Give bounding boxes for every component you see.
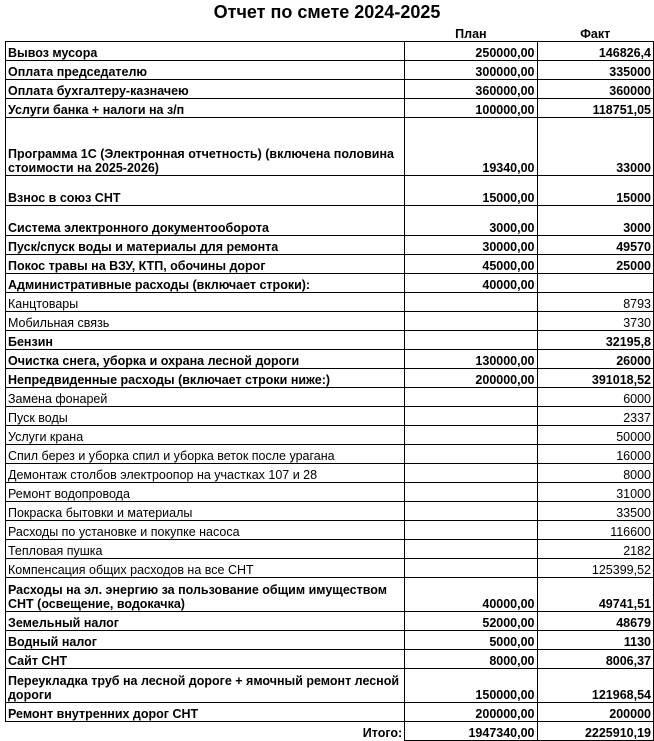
header-item	[6, 25, 405, 41]
fact-cell: 2337	[537, 406, 653, 425]
item-name-cell: Пуск/спуск воды и материалы для ремонта	[6, 235, 405, 254]
table-row	[6, 117, 654, 175]
plan-cell: 130000,00	[405, 349, 537, 368]
table-row	[6, 60, 654, 79]
header-plan: План	[405, 25, 537, 41]
fact-cell: 26000	[537, 349, 653, 368]
table-row	[6, 539, 654, 558]
item-name-cell: Оплата бухгалтеру-казначею	[6, 79, 405, 98]
item-name-cell: Непредвиденные расходы (включает строки ниже:)	[6, 368, 405, 387]
fact-cell: 360000	[537, 79, 653, 98]
plan-cell	[405, 520, 537, 539]
item-name-cell: Ремонт водопровода	[6, 482, 405, 501]
table-row	[6, 577, 654, 611]
item-name-cell: Административные расходы (включает строки):	[6, 273, 405, 292]
table-row	[6, 558, 654, 577]
item-name-cell: Покос травы на ВЗУ, КТП, обочины дорог	[6, 254, 405, 273]
plan-cell: 100000,00	[405, 98, 537, 117]
item-name-cell: Бензин	[6, 330, 405, 349]
table-row	[6, 482, 654, 501]
fact-cell: 50000	[537, 425, 653, 444]
item-name-cell: Водный налог	[6, 630, 405, 649]
plan-cell	[405, 463, 537, 482]
plan-cell: 19340,00	[405, 117, 537, 175]
table-row	[6, 368, 654, 387]
fact-cell: 1130	[537, 630, 653, 649]
table-row	[6, 668, 654, 702]
fact-cell: 3000	[537, 205, 653, 235]
header-fact: Факт	[537, 25, 653, 41]
fact-cell: 15000	[537, 175, 653, 205]
item-name-cell: Сайт СНТ	[6, 649, 405, 668]
item-name-cell: Земельный налог	[6, 611, 405, 630]
plan-cell: 15000,00	[405, 175, 537, 205]
fact-cell: 335000	[537, 60, 653, 79]
fact-cell: 8006,37	[537, 649, 653, 668]
item-name-cell: Замена фонарей	[6, 387, 405, 406]
table-row	[6, 649, 654, 668]
item-name-cell: Вывоз мусора	[6, 41, 405, 60]
fact-cell: 146826,4	[537, 41, 653, 60]
table-row	[6, 702, 654, 721]
table-row	[6, 501, 654, 520]
fact-cell: 32195,8	[537, 330, 653, 349]
plan-cell: 40000,00	[405, 273, 537, 292]
plan-cell: 3000,00	[405, 205, 537, 235]
plan-cell: 5000,00	[405, 630, 537, 649]
fact-cell: 49570	[537, 235, 653, 254]
table-row	[6, 463, 654, 482]
fact-cell: 125399,52	[537, 558, 653, 577]
fact-cell: 116600	[537, 520, 653, 539]
fact-cell: 200000	[537, 702, 653, 721]
item-name-cell: Расходы на эл. энергию за пользование общим имуществом СНТ (освещение, водокачка)	[6, 577, 405, 611]
fact-cell: 33000	[537, 117, 653, 175]
table-row	[6, 254, 654, 273]
item-name-cell: Ремонт внутренних дорог СНТ	[6, 702, 405, 721]
plan-cell	[405, 501, 537, 520]
fact-cell: 16000	[537, 444, 653, 463]
item-name-cell: Компенсация общих расходов на все СНТ	[6, 558, 405, 577]
table-row	[6, 330, 654, 349]
item-name-cell: Программа 1С (Электронная отчетность) (включена половина стоимости на 2025-2026)	[6, 117, 405, 175]
table-header-row	[6, 25, 654, 41]
fact-cell: 391018,52	[537, 368, 653, 387]
plan-cell: 300000,00	[405, 60, 537, 79]
total-plan: 1947340,00	[405, 721, 537, 740]
plan-cell	[405, 387, 537, 406]
plan-cell	[405, 311, 537, 330]
item-name-cell: Демонтаж столбов электроопор на участках 107 и 28	[6, 463, 405, 482]
table-row	[6, 41, 654, 60]
total-fact: 2225910,19	[537, 721, 653, 740]
table-row	[6, 520, 654, 539]
item-name-cell: Переукладка труб на лесной дороге + ямочный ремонт лесной дороги	[6, 668, 405, 702]
plan-cell	[405, 425, 537, 444]
table-row	[6, 292, 654, 311]
plan-cell: 45000,00	[405, 254, 537, 273]
fact-cell: 3730	[537, 311, 653, 330]
plan-cell	[405, 482, 537, 501]
plan-cell: 8000,00	[405, 649, 537, 668]
item-name-cell: Тепловая пушка	[6, 539, 405, 558]
fact-cell: 33500	[537, 501, 653, 520]
table-row	[6, 406, 654, 425]
total-label: Итого:	[362, 726, 403, 740]
table-row	[6, 205, 654, 235]
fact-cell: 2182	[537, 539, 653, 558]
item-name-cell: Услуги банка + налоги на з/п	[6, 98, 405, 117]
plan-cell: 40000,00	[405, 577, 537, 611]
item-name-cell: Система электронного документооборота	[6, 205, 405, 235]
table-row	[6, 273, 654, 292]
table-row	[6, 611, 654, 630]
plan-cell	[405, 539, 537, 558]
fact-cell: 6000	[537, 387, 653, 406]
budget-table	[5, 25, 654, 741]
item-name-cell: Услуги крана	[6, 425, 405, 444]
table-row	[6, 235, 654, 254]
plan-cell	[405, 292, 537, 311]
item-name-cell: Покраска бытовки и материалы	[6, 501, 405, 520]
plan-cell	[405, 330, 537, 349]
fact-cell: 8793	[537, 292, 653, 311]
item-name-cell: Пуск воды	[6, 406, 405, 425]
table-row	[6, 175, 654, 205]
table-row	[6, 630, 654, 649]
plan-cell	[405, 406, 537, 425]
item-name-cell: Спил берез и уборка спил и уборка веток после урагана	[6, 444, 405, 463]
plan-cell: 150000,00	[405, 668, 537, 702]
item-name-cell: Расходы по установке и покупке насоса	[6, 520, 405, 539]
plan-cell: 52000,00	[405, 611, 537, 630]
fact-cell: 49741,51	[537, 577, 653, 611]
item-name-cell: Мобильная связь	[6, 311, 405, 330]
table-row	[6, 311, 654, 330]
plan-cell: 200000,00	[405, 368, 537, 387]
fact-cell: 48679	[537, 611, 653, 630]
table-row	[6, 425, 654, 444]
table-row	[6, 98, 654, 117]
plan-cell	[405, 444, 537, 463]
fact-cell: 8000	[537, 463, 653, 482]
plan-cell: 30000,00	[405, 235, 537, 254]
plan-cell: 360000,00	[405, 79, 537, 98]
item-name-cell: Оплата председателю	[6, 60, 405, 79]
item-name-cell: Очистка снега, уборка и охрана лесной дороги	[6, 349, 405, 368]
report-title: Отчет по смете 2024-2025	[213, 2, 441, 22]
plan-cell: 250000,00	[405, 41, 537, 60]
plan-cell	[405, 558, 537, 577]
table-row	[6, 79, 654, 98]
item-name-cell: Канцтовары	[6, 292, 405, 311]
fact-cell: 118751,05	[537, 98, 653, 117]
table-row	[6, 349, 654, 368]
fact-cell: 25000	[537, 254, 653, 273]
fact-cell	[537, 273, 653, 292]
table-row	[6, 444, 654, 463]
plan-cell: 200000,00	[405, 702, 537, 721]
table-row	[6, 387, 654, 406]
item-name-cell: Взнос в союз СНТ	[6, 175, 405, 205]
total-row	[6, 721, 654, 740]
fact-cell: 31000	[537, 482, 653, 501]
fact-cell: 121968,54	[537, 668, 653, 702]
